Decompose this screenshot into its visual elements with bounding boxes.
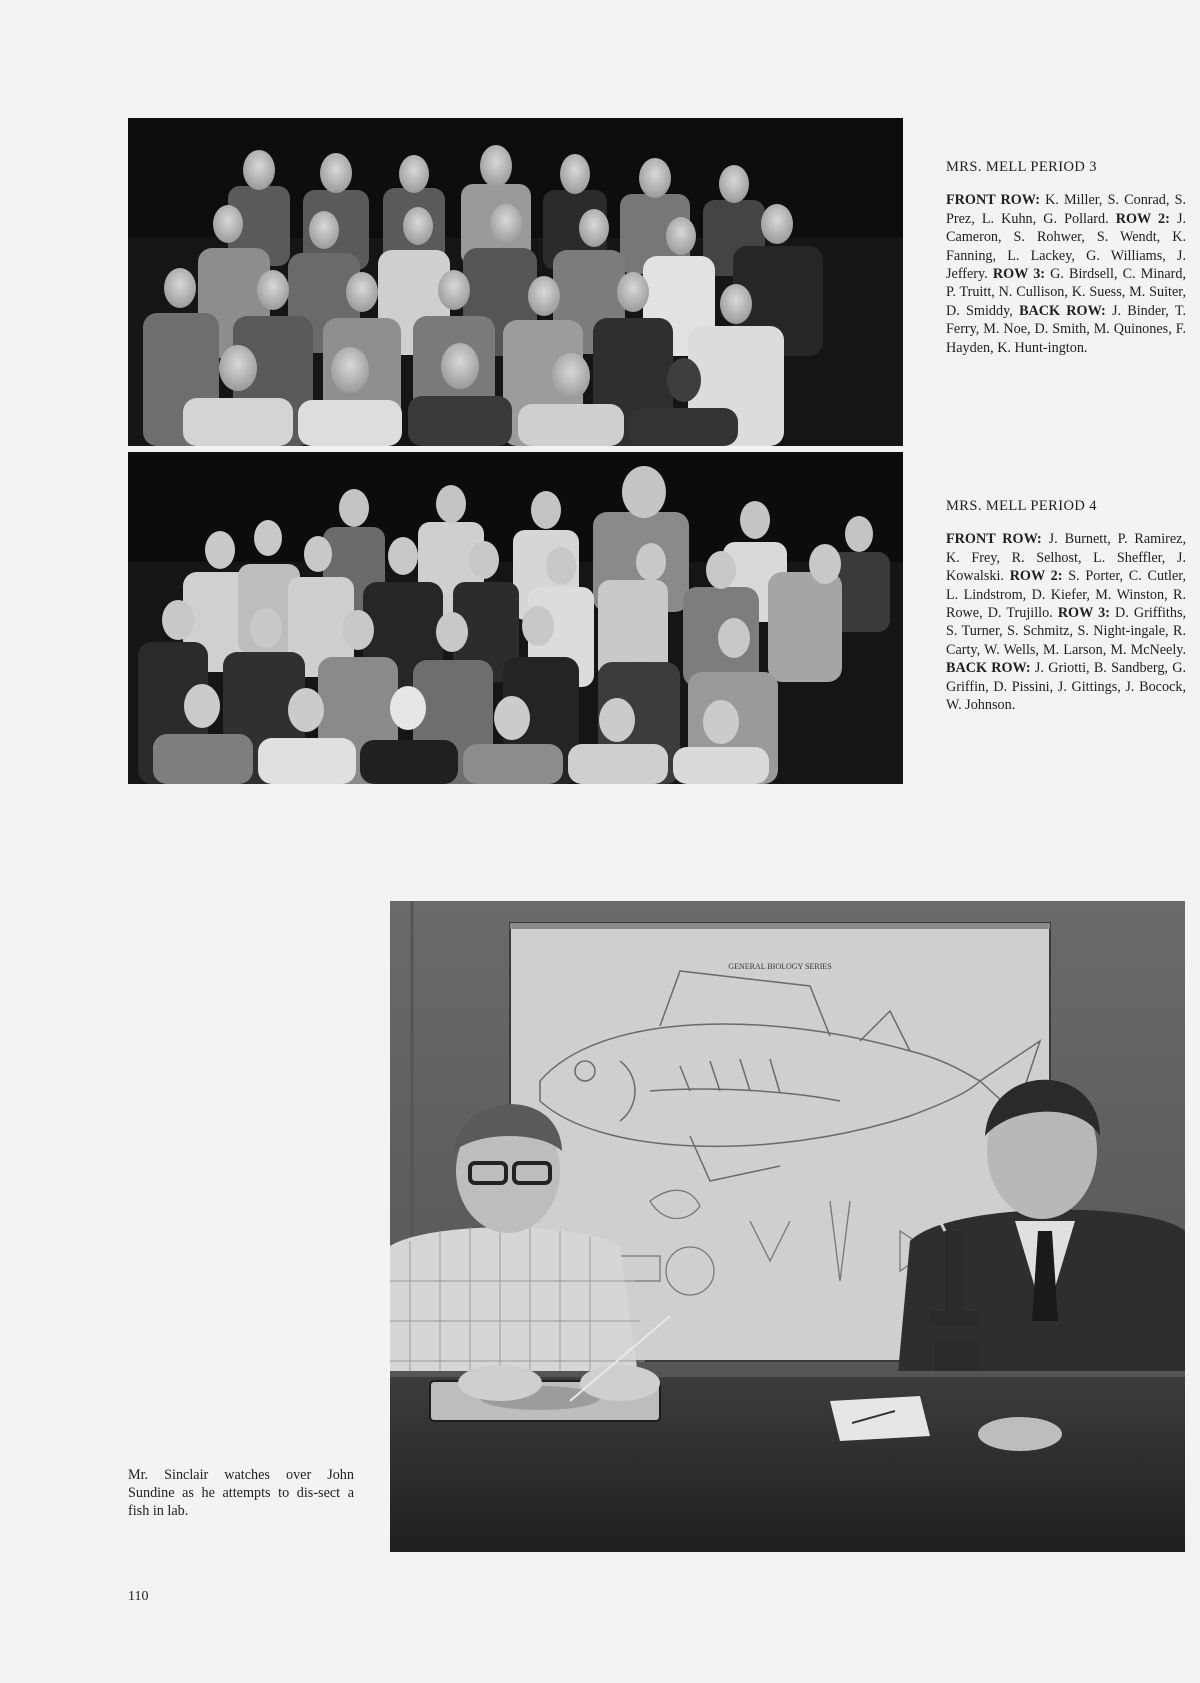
period-4-row-3-label: ROW 3:	[1057, 605, 1110, 622]
lab-photo-caption: Mr. Sinclair watches over John Sundine as he attempts to dis-sect a fish in lab.	[128, 1467, 354, 1519]
class-photo-period-3-image	[128, 118, 903, 446]
period-4-back-row: J. Griotti, B. Sandberg, G. Griffin, D. Pissini, J. Gittings, J. Bocock, W. Johnson.	[946, 660, 1187, 714]
caption-period-4	[946, 497, 1186, 714]
period-3-row-3-label: ROW 3:	[992, 266, 1046, 283]
period-4-row-2-label: ROW 2:	[1009, 568, 1063, 585]
period-4-row-2: S. Porter, C. Cutler, L. Lindstrom, D. Kiefer, M. Winston, R. Rowe, D. Trujillo.	[946, 568, 1186, 622]
period-3-row-3: G. Birdsell, C. Minard, P. Truitt, N. Cullison, K. Suess, M. Suiter, D. Smiddy,	[946, 266, 1187, 319]
period-3-front-row: K. Miller, S. Conrad, S. Prez, L. Kuhn, G. Pollard.	[946, 192, 1187, 227]
period-4-back-row-label: BACK ROW:	[946, 660, 1031, 677]
lab-photo	[390, 901, 1185, 1552]
period-4-front-row-label: FRONT ROW:	[946, 531, 1042, 548]
page-number: 110	[128, 1589, 149, 1604]
class-photo-period-4	[128, 452, 903, 784]
period-3-row-2: J. Cameron, S. Rohwer, S. Wendt, K. Fanning, L. Lackey, G. Williams, J. Jeffery.	[946, 210, 1187, 283]
period-4-front-row: J. Burnett, P. Ramirez, K. Frey, R. Selhost, L. Sheffler, J. Kowalski.	[946, 531, 1187, 585]
chart-header: GENERAL BIOLOGY SERIES	[728, 962, 832, 971]
class-photo-period-4-image	[128, 452, 903, 784]
period-4-row-3: D. Griffiths, S. Turner, S. Schmitz, S. Night-ingale, R. Carty, W. Wells, M. Larson, M. McNeely.	[946, 605, 1187, 658]
period-3-title: MRS. MELL PERIOD 3	[946, 159, 1097, 175]
class-photo-period-3	[128, 118, 903, 446]
period-3-front-row-label: FRONT ROW:	[946, 192, 1040, 209]
period-3-back-row-label: BACK ROW:	[1019, 302, 1106, 319]
period-3-back-row: J. Binder, T. Ferry, M. Noe, D. Smith, M. Quinones, F. Hayden, K. Hunt-ington.	[946, 302, 1186, 356]
period-4-roster	[946, 530, 1186, 714]
period-4-title: MRS. MELL PERIOD 4	[946, 498, 1097, 514]
period-3-roster	[946, 191, 1186, 357]
lab-photo-image	[390, 901, 1185, 1552]
period-3-row-2-label: ROW 2:	[1115, 210, 1170, 227]
caption-period-3	[946, 158, 1186, 357]
